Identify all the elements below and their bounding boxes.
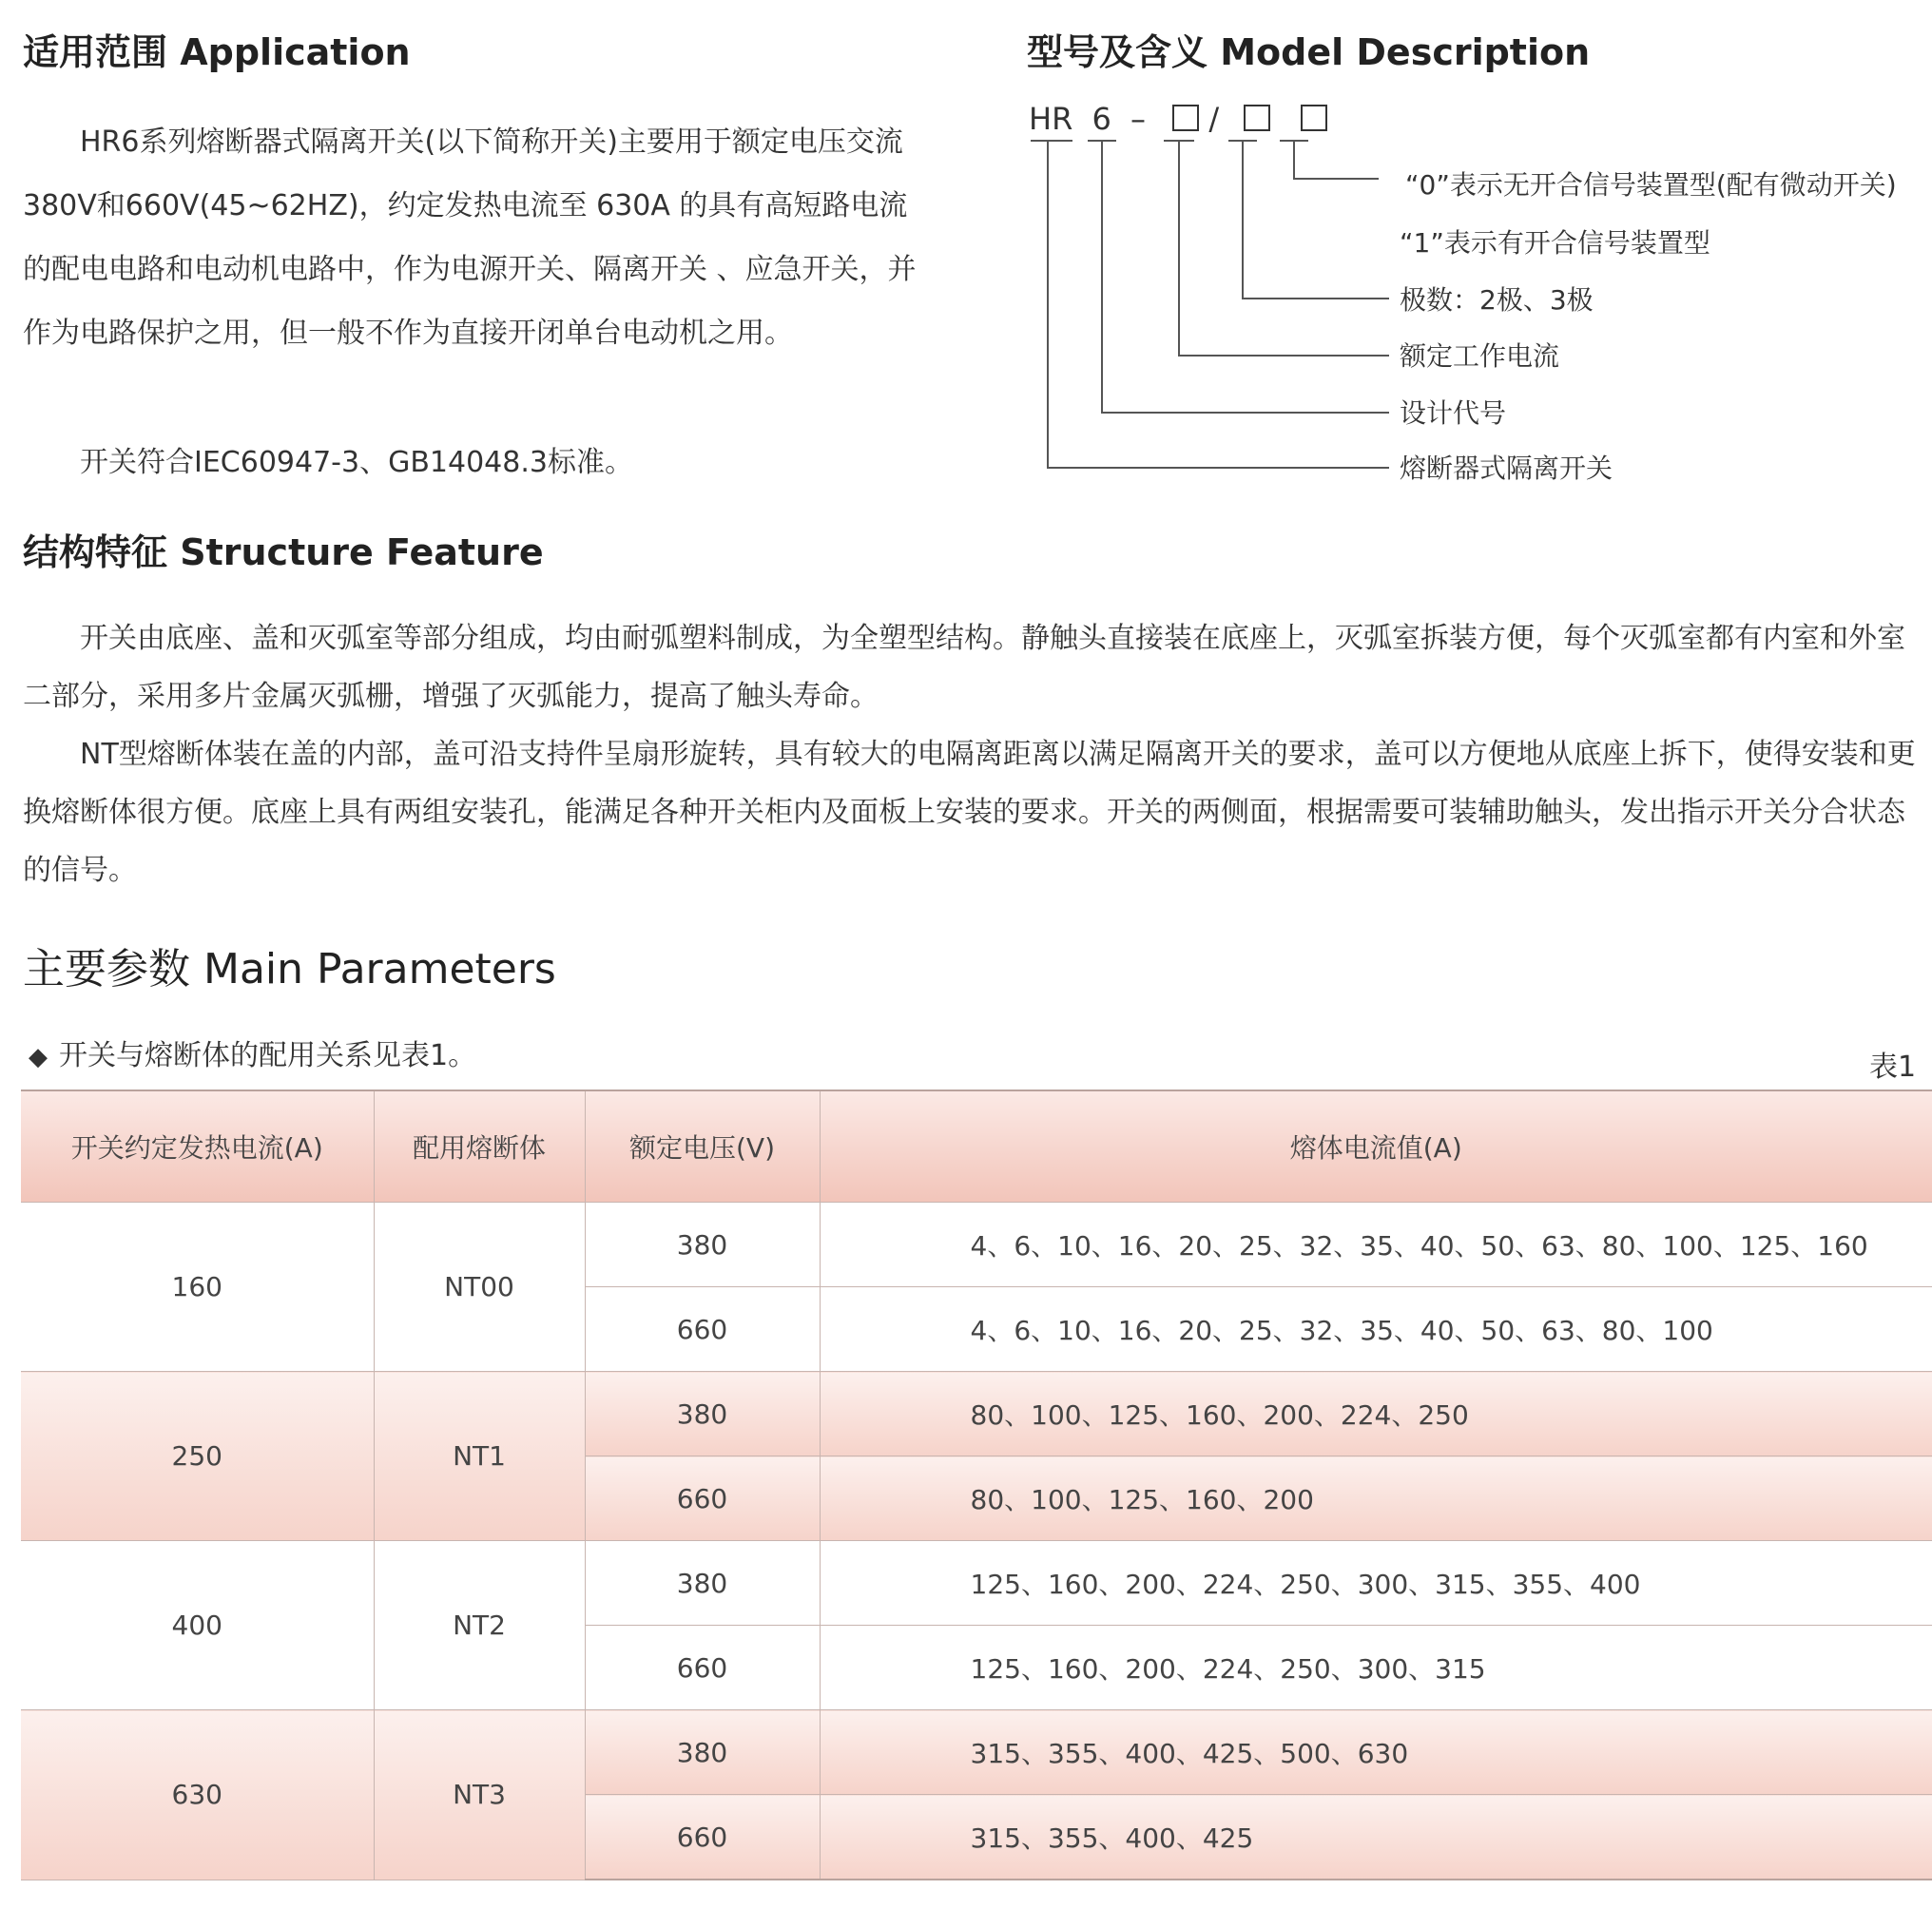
fuse-cell: NT2: [374, 1541, 585, 1710]
fuse-values-cell: 125、160、200、224、250、300、315、355、400: [820, 1541, 1932, 1626]
fuse-values-cell: 315、355、400、425、500、630: [820, 1710, 1932, 1795]
table-row: [21, 1203, 1932, 1287]
model-code-dash: –: [1130, 101, 1146, 137]
model-code-design: 6: [1092, 101, 1111, 137]
structure-title: 结构特征 Structure Feature: [23, 531, 544, 573]
table-group-630: [21, 1710, 1932, 1880]
voltage-cell: 380: [585, 1203, 820, 1287]
model-code: [1029, 101, 1327, 137]
desc-rated-current: 额定工作电流: [1400, 340, 1560, 372]
fuse-cell: NT1: [374, 1372, 585, 1541]
model-code-slash: /: [1208, 101, 1220, 137]
fuse-values-cell: 80、100、125、160、200、224、250: [820, 1372, 1932, 1456]
desc-signal-0: “0”表示无开合信号装置型(配有微动开关): [1405, 169, 1897, 201]
model-title: 型号及含义 Model Description: [1027, 31, 1591, 73]
current-cell: 160: [21, 1203, 374, 1372]
application-title: 适用范围 Application: [23, 31, 411, 73]
voltage-cell: 660: [585, 1795, 820, 1880]
leader-horizontal-current: [1178, 355, 1389, 357]
leader-vertical-type: [1047, 140, 1049, 469]
poles-box-icon: [1244, 105, 1270, 131]
current-cell: 400: [21, 1541, 374, 1710]
desc-poles: 极数：2极、3极: [1400, 284, 1594, 316]
header-cell: 额定电压(V): [585, 1090, 820, 1203]
structure-paragraph-2: NT型熔断体装在盖的内部，盖可沿支持件呈扇形旋转，具有较大的电隔离距离以满足隔离开关的要求，盖可以方便地从底座上拆下，使得安装和更换熔断体很方便。底座上具有两组安装孔，能满足各种开关柜内及面板上安装的要求。开关的两侧面，根据需要可装辅助触头，发出指示开关分合状态的信号。: [23, 738, 1916, 887]
voltage-cell: 380: [585, 1372, 820, 1456]
application-paragraph-2: 开关符合IEC60947-3、GB14048.3标准。: [80, 446, 633, 479]
fuse-cell: NT00: [374, 1203, 585, 1372]
table-group-400: [21, 1541, 1932, 1710]
leader-horizontal-design: [1101, 412, 1389, 414]
diamond-bullet-icon: ◆: [29, 1043, 48, 1071]
voltage-cell: 380: [585, 1710, 820, 1795]
voltage-cell: 660: [585, 1287, 820, 1372]
leader-vertical-design: [1101, 140, 1103, 414]
desc-signal-1: “1”表示有开合信号装置型: [1400, 227, 1710, 259]
leader-horizontal-signal: [1293, 178, 1379, 180]
leader-vertical-current: [1178, 140, 1180, 357]
parameters-table: [21, 1089, 1932, 1880]
params-title: 主要参数 Main Parameters: [23, 945, 556, 993]
params-note-text: 开关与熔断体的配用关系见表1。: [59, 1039, 477, 1072]
table-header-row: [21, 1090, 1932, 1203]
fuse-values-cell: 315、355、400、425: [820, 1795, 1932, 1880]
leader-horizontal-poles: [1242, 298, 1389, 299]
voltage-cell: 660: [585, 1626, 820, 1710]
desc-design-code: 设计代号: [1400, 397, 1507, 429]
fuse-values-cell: 80、100、125、160、200: [820, 1456, 1932, 1541]
leader-horizontal-type: [1047, 467, 1389, 469]
table-group-160: [21, 1203, 1932, 1372]
model-code-prefix: HR: [1029, 101, 1073, 137]
header-cell: 开关约定发热电流(A): [21, 1090, 374, 1203]
table-group-250: [21, 1372, 1932, 1541]
code-underline-prefix: [1031, 140, 1072, 142]
current-cell: 630: [21, 1710, 374, 1880]
header-cell: 配用熔断体: [374, 1090, 585, 1203]
table-label: 表1: [1869, 1051, 1917, 1084]
signal-box-icon: [1301, 105, 1327, 131]
voltage-cell: 660: [585, 1456, 820, 1541]
voltage-cell: 380: [585, 1541, 820, 1626]
leader-vertical-poles: [1242, 140, 1244, 299]
table-row: [21, 1710, 1932, 1795]
current-cell: 250: [21, 1372, 374, 1541]
leader-vertical-signal: [1293, 140, 1295, 180]
fuse-values-cell: 4、6、10、16、20、25、32、35、40、50、63、80、100、125、160: [820, 1203, 1932, 1287]
header-cell: 熔体电流值(A): [820, 1090, 1932, 1203]
fuse-values-cell: 4、6、10、16、20、25、32、35、40、50、63、80、100: [820, 1287, 1932, 1372]
application-paragraph-1: HR6系列熔断器式隔离开关(以下简称开关)主要用于额定电压交流380V和660V(45~62HZ)，约定发热电流至 630A 的具有高短路电流的配电电路和电动机电路中，作为电源开关、隔离开关 、应急开关，并作为电路保护之用，但一般不作为直接开闭单台电动机之用。: [23, 125, 917, 350]
desc-type: 熔断器式隔离开关: [1400, 453, 1613, 484]
params-note: [29, 1032, 476, 1073]
fuse-values-cell: 125、160、200、224、250、300、315: [820, 1626, 1932, 1710]
table-row: [21, 1372, 1932, 1456]
current-box-icon: [1172, 105, 1199, 131]
fuse-cell: NT3: [374, 1710, 585, 1880]
table-row: [21, 1541, 1932, 1626]
structure-paragraph-1: 开关由底座、盖和灭弧室等部分组成，均由耐弧塑料制成，为全塑型结构。静触头直接装在底座上，灭弧室拆装方便，每个灭弧室都有内室和外室二部分，采用多片金属灭弧栅，增强了灭弧能力，提高了触头寿命。: [23, 622, 1905, 713]
